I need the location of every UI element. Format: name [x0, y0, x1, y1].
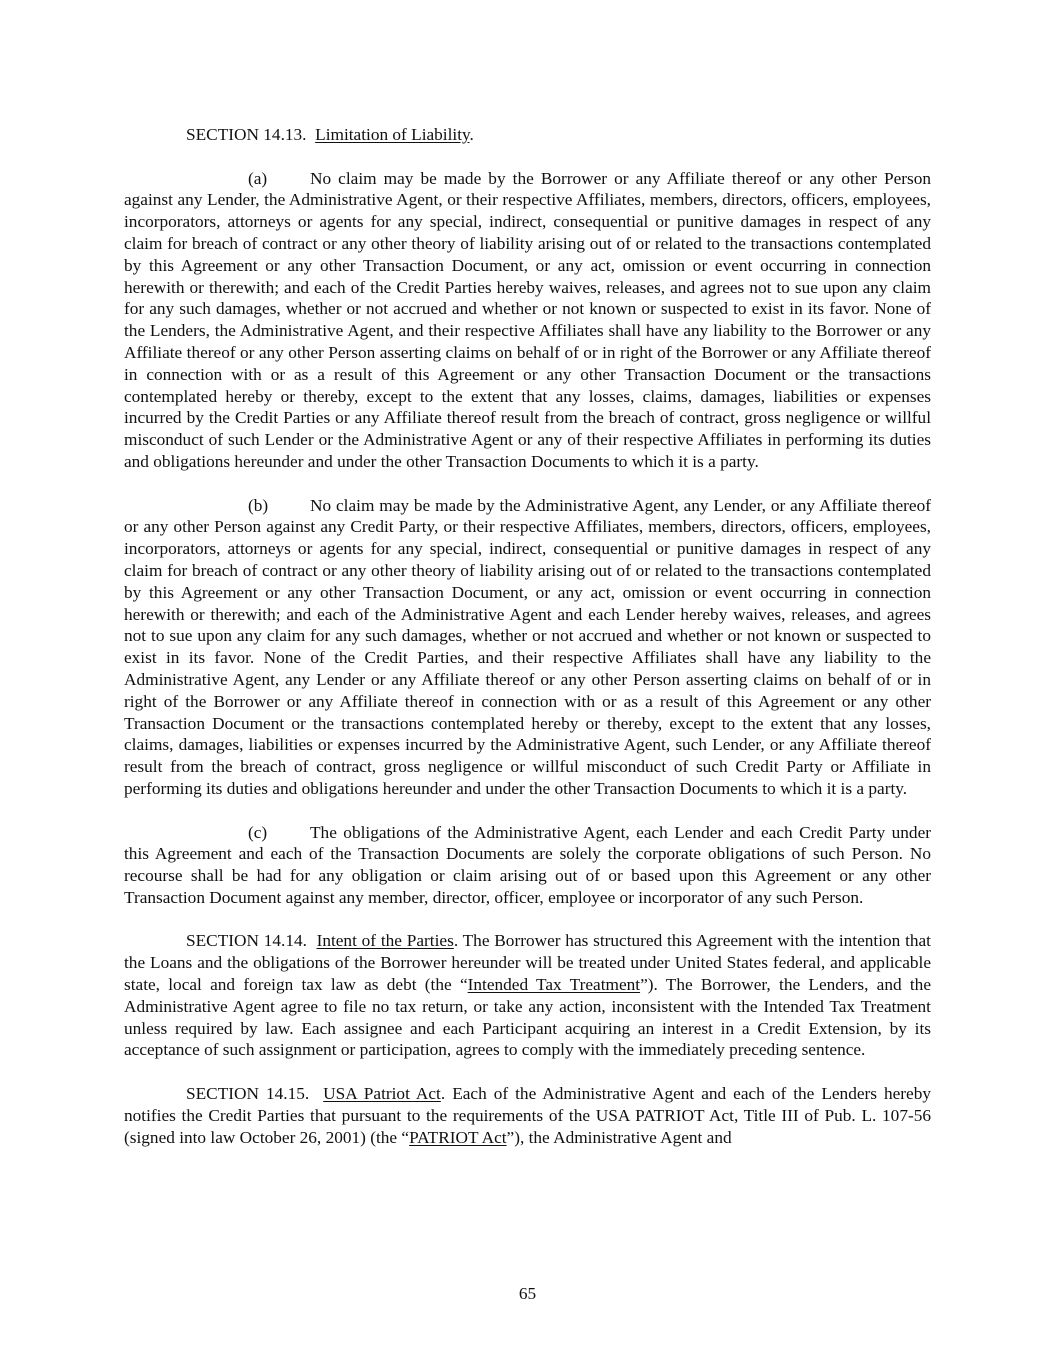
paragraph-b [124, 495, 931, 800]
section-title: Limitation of Liability [315, 125, 470, 144]
section-14-13-heading: SECTION 14.13. Limitation of Liability. [186, 125, 474, 144]
section-number: SECTION 14.14. [186, 931, 307, 951]
section-text: ”), the Administrative Agent and [506, 1127, 732, 1147]
paragraph-text: The obligations of the Administrative Agent, each Lender and each Credit Party under this Agreement and each of the Transaction Documents are solely the corporate obligations of such Person. No recourse shall be had for any obligation or claim arising out of or based upon this Agreement or any other Transaction Document against any member, director, officer, employee or incorporator of any such Person. [124, 822, 931, 907]
section-title: USA Patriot Act [323, 1084, 441, 1104]
paragraph-text: No claim may be made by the Administrative Agent, any Lender, or any Affiliate thereof or any other Person against any Credit Party, or their respective Affiliates, members, directors, officers, employees, incorporators, attorneys or agents for any special, indirect, consequential or punitive damages in respect of any claim for breach of contract or any other theory of liability arising out of or related to the transactions contemplated by this Agreement or any other Transaction Document, or any act, omission or event occurring in connection herewith or therewith; and each of the Administrative Agent and each Lender hereby waives, releases, and agrees not to sue upon any claim for any such damages, whether or not accrued and whether or not known or suspected to exist in its favor. None of the Credit Parties, and their respective Affiliates shall have any liability to the Administrative Agent, any Lender or any Affiliate thereof or any other Person asserting claims on behalf of or in right of the Borrower or any Affiliate thereof in connection with or as a result of this Agreement or any other Transaction Document or the transactions contemplated hereby or thereby, except to the extent that any losses, claims, damages, liabilities or expenses incurred by the Administrative Agent, such Lender, or any Affiliate thereof result from the breach of contract, gross negligence or willful misconduct of such Credit Party or Affiliate in performing its duties and obligations hereunder and under the other Transaction Documents to which it is a party. [124, 495, 931, 798]
section-number: SECTION 14.15. [186, 1084, 310, 1104]
paragraph-c [124, 822, 931, 909]
section-14-14 [124, 930, 931, 1061]
paragraph-text: No claim may be made by the Borrower or any Affiliate thereof or any other Person against any Lender, the Administrative Agent, or their respective Affiliates, members, directors, officers, employees, incorporators, attorneys or agents for any special, indirect, consequential or punitive damages in respect of any claim for breach of contract or any other theory of liability arising out of or related to the transactions contemplated by this Agreement or any other Transaction Document, or any act, omission or event occurring in connection herewith or therewith; and each of the Credit Parties hereby waives, releases, and agrees not to sue upon any claim for any such damages, whether or not accrued and whether or not known or suspected to exist in its favor. None of the Lenders, the Administrative Agent, and their respective Affiliates shall have any liability to the Borrower or any Affiliate thereof or any other Person asserting claims on behalf of or in right of the Borrower or any Affiliate thereof in connection with or as a result of this Agreement or any other Transaction Document or the transactions contemplated hereby or thereby, except to the extent that any losses, claims, damages, liabilities or expenses incurred by the Credit Parties or any Affiliate thereof result from the breach of contract, gross negligence or willful misconduct of such Lender or the Administrative Agent or any of their respective Affiliates in performing its duties and obligations hereunder and under the other Transaction Documents to which it is a party. [124, 168, 931, 471]
defined-term: Intended Tax Treatment [467, 975, 641, 995]
page-number: 65 [518, 1284, 537, 1303]
section-title: Intent of the Parties [316, 931, 454, 951]
section-text: . The Borrower has structured this Agreement with the intention that the Loans and the obligations of the Borrower hereunder will be treated under United States federal, and applicable state, local and foreign tax law as debt (the “ [124, 931, 931, 995]
document-page [124, 124, 931, 1148]
section-number: SECTION 14.13. [186, 125, 307, 144]
defined-term: PATRIOT Act [409, 1127, 507, 1147]
paragraph-label: (b) [248, 495, 269, 515]
paragraph-a [124, 168, 931, 473]
paragraph-label: (c) [248, 822, 268, 842]
section-text: ”). The Borrower, the Lenders, and the Administrative Agent agree to file no tax return, or take any action, inconsistent with the Intended Tax Treatment unless required by law. Each assignee and each Participant acquiring an interest in a Credit Extension, by its acceptance of such assignment or participation, agrees to comply with the immediately preceding sentence. [124, 975, 931, 1060]
section-14-15 [124, 1083, 931, 1148]
paragraph-label: (a) [248, 168, 268, 188]
section-text: . Each of the Administrative Agent and each of the Lenders hereby notifies the Credit Parties that pursuant to the requirements of the USA PATRIOT Act, Title III of Pub. L. 107-56 (signed into law October 26, 2001) (the “ [124, 1084, 931, 1147]
